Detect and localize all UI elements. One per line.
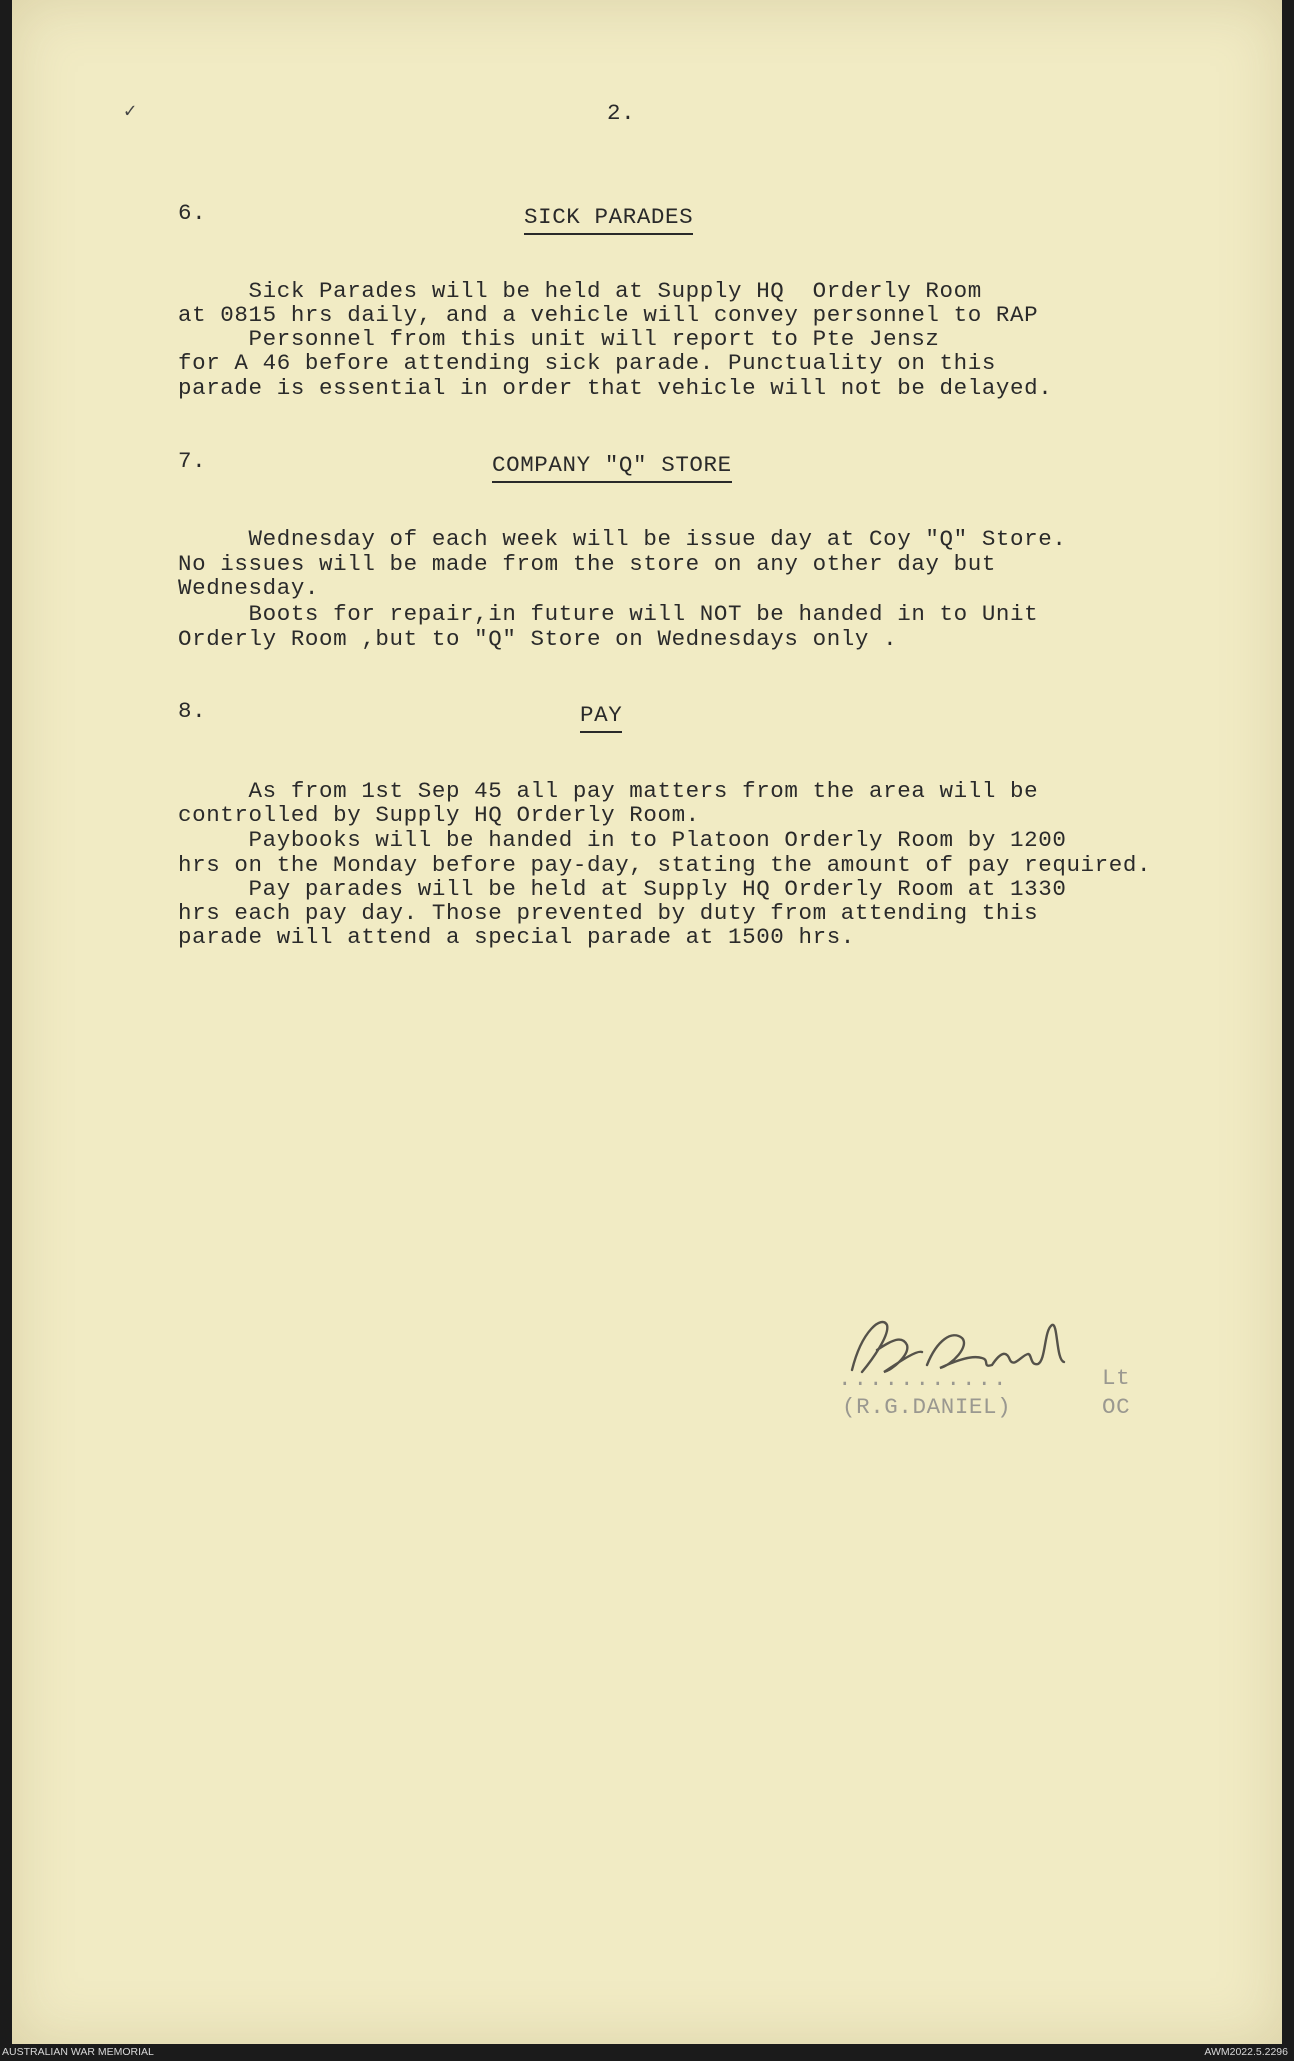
section-6-line: parade is essential in order that vehicle will not be delayed. [178, 375, 1053, 401]
section-6-line: at 0815 hrs daily, and a vehicle will convey personnel to RAP [178, 302, 1039, 328]
section-7-line: Orderly Room ,but to "Q" Store on Wednesdays only . [178, 626, 898, 652]
section-8-line: controlled by Supply HQ Orderly Room. [178, 802, 700, 828]
signature-rank: Lt [1102, 1365, 1131, 1391]
section-8-number: 8. [178, 698, 207, 724]
footer-institution: AUSTRALIAN WAR MEMORIAL [2, 2046, 154, 2058]
section-6-line: Sick Parades will be held at Supply HQ Orderly Room [178, 278, 982, 304]
section-6-line: for A 46 before attending sick parade. Punctuality on this [178, 350, 996, 376]
section-8-line: hrs each pay day. Those prevented by duty from attending this [178, 900, 1039, 926]
section-8-heading [580, 702, 622, 728]
section-6-number: 6. [178, 200, 207, 226]
section-7-heading-text: COMPANY "Q" STORE [492, 452, 732, 483]
section-7-heading [492, 452, 732, 478]
page-number: 2. [607, 100, 636, 126]
ink-tick-mark: ✓ [124, 101, 137, 124]
signature-name: (R.G.DANIEL) [842, 1394, 1012, 1420]
section-7-line: No issues will be made from the store on any other day but [178, 551, 996, 577]
section-8-line: parade will attend a special parade at 1500 hrs. [178, 924, 855, 950]
section-6-line: Personnel from this unit will report to Pte Jensz [178, 326, 940, 352]
signature-appointment: OC [1102, 1394, 1131, 1420]
section-8-line: Paybooks will be handed in to Platoon Orderly Room by 1200 [178, 827, 1067, 853]
footer-accession-number: AWM2022.5.2296 [1204, 2046, 1288, 2058]
section-8-heading-text: PAY [580, 702, 622, 733]
document-page [12, 0, 1282, 2044]
section-8-line: hrs on the Monday before pay-day, stating the amount of pay required. [178, 852, 1152, 878]
section-7-line: Boots for repair,in future will NOT be handed in to Unit [178, 601, 1039, 627]
section-6-heading [524, 204, 693, 230]
section-7-line: Wednesday of each week will be issue day at Coy "Q" Store. [178, 526, 1067, 552]
section-7-number: 7. [178, 448, 207, 474]
signature-dotted-line: ........... [838, 1366, 1009, 1392]
section-8-line: As from 1st Sep 45 all pay matters from the area will be [178, 778, 1039, 804]
section-7-line: Wednesday. [178, 575, 320, 601]
section-8-line: Pay parades will be held at Supply HQ Orderly Room at 1330 [178, 876, 1067, 902]
footer-bar [0, 2044, 1294, 2061]
section-6-heading-text: SICK PARADES [524, 204, 693, 235]
